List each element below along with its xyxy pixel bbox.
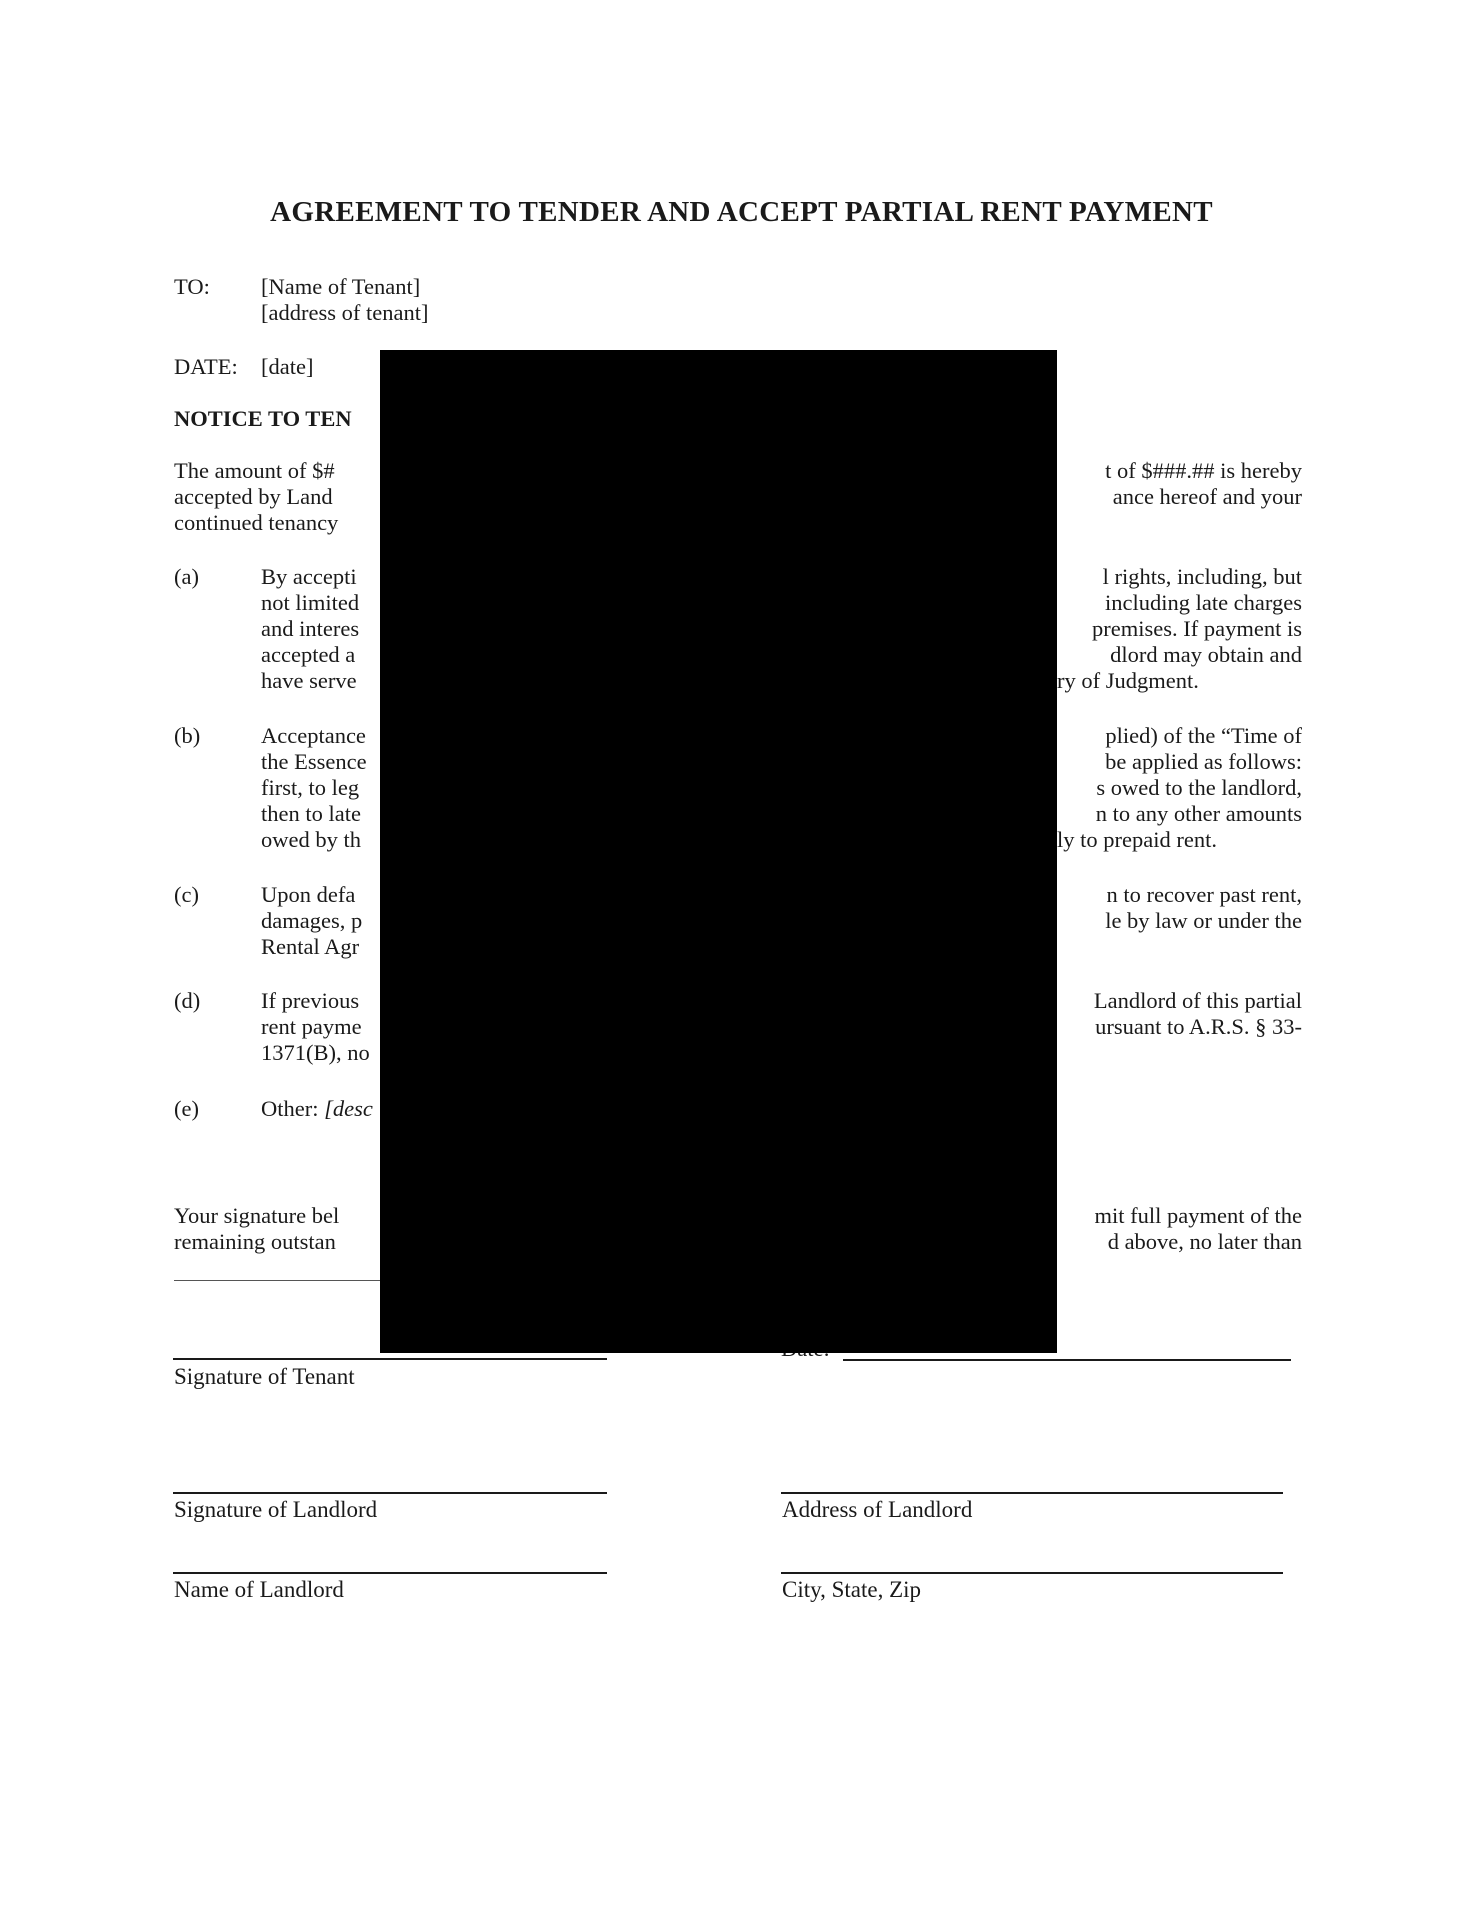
intro-right-line: ance hereof and your	[1112, 484, 1302, 509]
landlord-name-line	[173, 1572, 607, 1574]
item-letter: (b)	[174, 723, 201, 748]
item-letter: (a)	[174, 564, 199, 589]
item-a-right: including late charges	[1104, 590, 1302, 615]
item-e-plain: Other:	[261, 1096, 325, 1121]
item-b-left: Acceptance	[261, 723, 366, 748]
item-c-left: damages, p	[261, 908, 363, 933]
item-d-left: If previous	[261, 988, 360, 1013]
tenant-address: [address of tenant]	[261, 300, 429, 325]
to-label: TO:	[174, 274, 210, 299]
item-a-right: l rights, including, but	[1102, 564, 1302, 589]
item-b-right: plied) of the “Time of	[1105, 723, 1302, 748]
item-b-left: owed by th	[261, 827, 361, 852]
landlord-signature-label: Signature of Landlord	[174, 1497, 378, 1522]
item-b-right: n to any other amounts	[1095, 801, 1302, 826]
item-c-left: Rental Agr	[261, 934, 360, 959]
redaction-box	[380, 350, 1057, 1353]
item-b-right: be applied as follows:	[1105, 749, 1302, 774]
item-a-left: not limited	[261, 590, 360, 615]
item-b-left: first, to leg	[261, 775, 360, 800]
intro-left-line: The amount of $#	[174, 458, 335, 483]
item-e-italic: [desc	[324, 1096, 373, 1121]
tenant-signature-label: Signature of Tenant	[174, 1364, 355, 1389]
item-c-right: le by law or under the	[1105, 908, 1302, 933]
item-a-left: and interes	[261, 616, 360, 641]
landlord-address-label: Address of Landlord	[782, 1497, 973, 1522]
item-a-right: ry of Judgment.	[1057, 668, 1199, 693]
item-b-right: s owed to the landlord,	[1096, 775, 1302, 800]
closing-right: d above, no later than	[1107, 1229, 1302, 1254]
item-d-right: ursuant to A.R.S. § 33-	[1095, 1014, 1302, 1039]
item-d-left: rent payme	[261, 1014, 362, 1039]
tenant-name: [Name of Tenant]	[261, 274, 421, 299]
landlord-signature-line	[173, 1492, 607, 1494]
intro-right-line: t of $###.## is hereby	[1105, 458, 1302, 483]
tenant-signature-line	[173, 1358, 607, 1360]
date-label: DATE:	[174, 354, 238, 379]
item-a-right: dlord may obtain and	[1110, 642, 1302, 667]
item-b-left: the Essence	[261, 749, 367, 774]
item-c-left: Upon defa	[261, 882, 356, 907]
item-e-text	[261, 1096, 373, 1123]
item-d-left: 1371(B), no	[261, 1040, 370, 1065]
item-b-right: ly to prepaid rent.	[1057, 827, 1217, 852]
closing-left: remaining outstan	[174, 1229, 336, 1254]
item-a-left: By accepti	[261, 564, 357, 589]
item-a-left: accepted a	[261, 642, 356, 667]
item-a-right: premises. If payment is	[1092, 616, 1302, 641]
closing-right: mit full payment of the	[1094, 1203, 1302, 1228]
city-state-zip-line	[781, 1572, 1283, 1574]
item-d-right: Landlord of this partial	[1093, 988, 1302, 1013]
closing-left: Your signature bel	[174, 1203, 340, 1228]
closing-rule	[174, 1280, 384, 1281]
item-a-left: have serve	[261, 668, 357, 693]
item-letter: (d)	[174, 988, 201, 1013]
notice-heading: NOTICE TO TEN	[174, 406, 352, 431]
date-field-line	[843, 1359, 1291, 1361]
date-value: [date]	[261, 354, 314, 379]
intro-left-line: accepted by Land	[174, 484, 333, 509]
intro-left-line: continued tenancy	[174, 510, 339, 535]
city-state-zip-label: City, State, Zip	[782, 1577, 922, 1602]
item-c-right: n to recover past rent,	[1106, 882, 1302, 907]
document-title: AGREEMENT TO TENDER AND ACCEPT PARTIAL RENT PAYMENT	[270, 196, 1213, 228]
item-letter: (e)	[174, 1096, 199, 1121]
landlord-name-label: Name of Landlord	[174, 1577, 344, 1602]
item-b-left: then to late	[261, 801, 361, 826]
landlord-address-line	[781, 1492, 1283, 1494]
item-letter: (c)	[174, 882, 199, 907]
